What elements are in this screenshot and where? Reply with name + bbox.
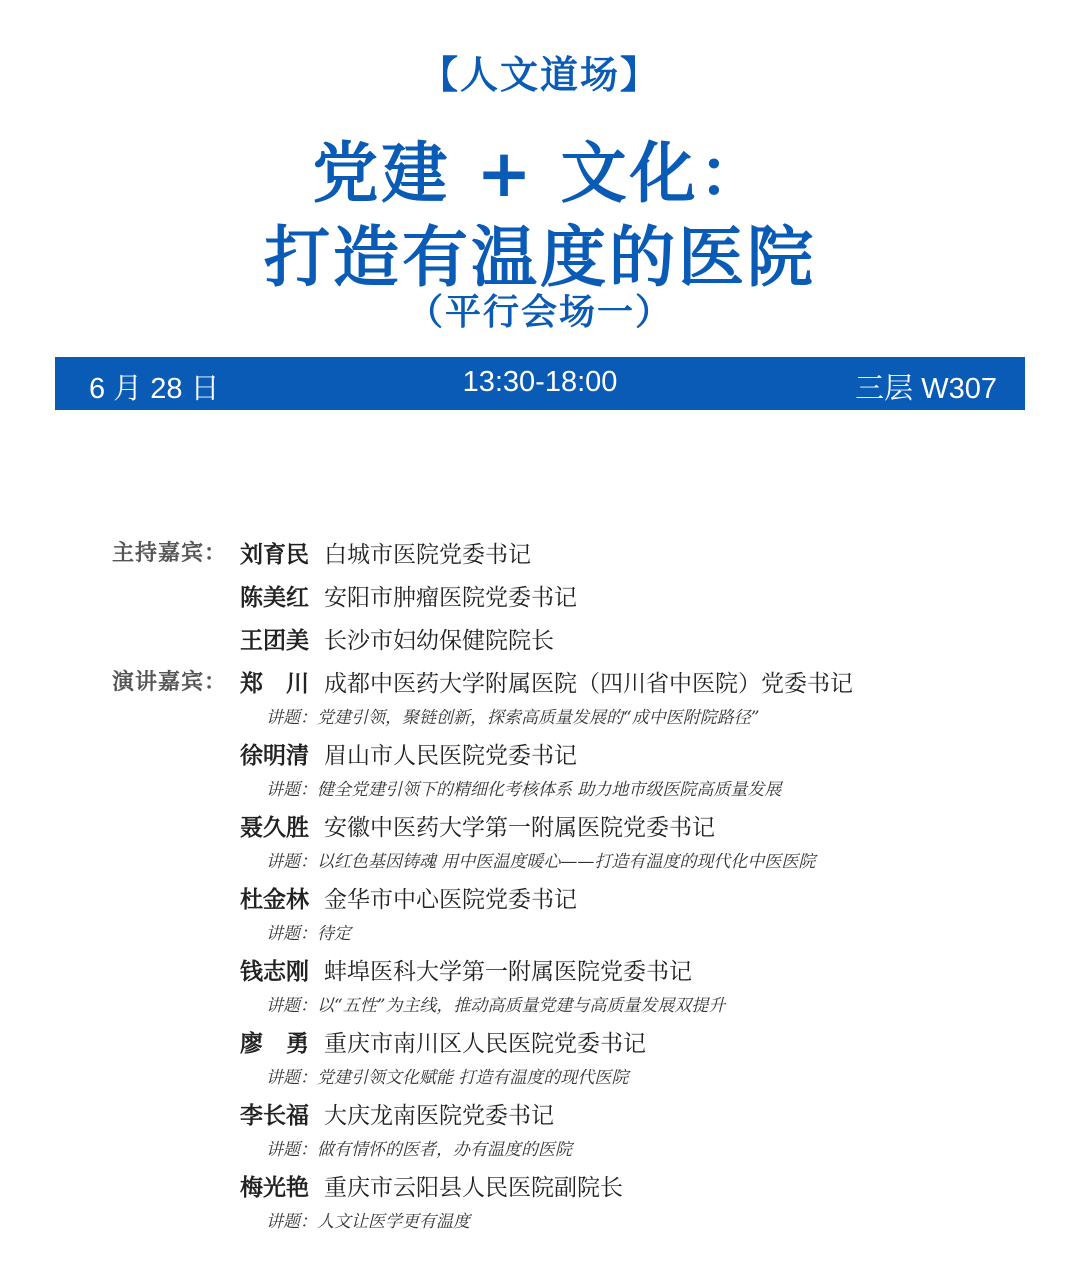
info-room: 三层 W307 xyxy=(855,373,997,405)
info-date: 6 月 28 日 xyxy=(89,373,220,405)
speaker-topic: 讲题：以红色基因铸魂 用中医温度暖心——打造有温度的现代化中医医院 xyxy=(266,852,816,872)
speaker-name: 梅光艳 xyxy=(240,1175,309,1201)
host-row xyxy=(240,579,577,612)
speaker-row xyxy=(240,809,715,842)
info-bar xyxy=(55,357,1025,410)
info-time: 13:30-18:00 xyxy=(462,366,618,398)
host-org: 安阳市肿瘤医院党委书记 xyxy=(324,585,577,611)
speaker-org: 大庆龙南医院党委书记 xyxy=(324,1103,554,1129)
speaker-name: 徐明清 xyxy=(240,743,309,769)
host-name: 刘育民 xyxy=(240,542,309,568)
speaker-row xyxy=(240,665,853,698)
speaker-row xyxy=(240,1025,646,1058)
speaker-topic: 讲题：党建引领，聚链创新，探索高质量发展的“成中医附院路径” xyxy=(266,708,760,728)
speaker-row xyxy=(240,737,577,770)
speaker-name: 钱志刚 xyxy=(240,959,309,985)
host-row xyxy=(240,536,531,569)
speaker-org: 重庆市南川区人民医院党委书记 xyxy=(324,1031,646,1057)
host-org: 长沙市妇幼保健院院长 xyxy=(324,628,554,654)
section-tag: 【人文道场】 xyxy=(419,53,660,97)
speaker-name: 杜金林 xyxy=(240,887,309,913)
speaker-topic: 讲题：党建引领文化赋能 打造有温度的现代医院 xyxy=(266,1068,629,1088)
host-name: 王团美 xyxy=(240,628,309,654)
speaker-topic: 讲题：以“五性”为主线，推动高质量党建与高质量发展双提升 xyxy=(266,996,726,1016)
page-subtitle: （平行会场一） xyxy=(406,292,673,333)
speaker-row xyxy=(240,953,692,986)
hosts-label: 主持嘉宾： xyxy=(112,541,228,566)
speakers-label: 演讲嘉宾： xyxy=(112,670,228,695)
page-title-line1: 党建 + 文化： xyxy=(312,135,768,212)
speaker-org: 眉山市人民医院党委书记 xyxy=(324,743,577,769)
speaker-org: 金华市中心医院党委书记 xyxy=(324,887,577,913)
page-title-line2: 打造有温度的医院 xyxy=(264,219,816,296)
speaker-org: 成都中医药大学附属医院（四川省中医院）党委书记 xyxy=(324,671,853,697)
speaker-row xyxy=(240,881,577,914)
host-name: 陈美红 xyxy=(240,585,309,611)
host-row xyxy=(240,622,554,655)
speaker-topic: 讲题：人文让医学更有温度 xyxy=(266,1212,470,1232)
speaker-topic: 讲题：健全党建引领下的精细化考核体系 助力地市级医院高质量发展 xyxy=(266,780,782,800)
speaker-name: 聂久胜 xyxy=(240,815,309,841)
host-org: 白城市医院党委书记 xyxy=(324,542,531,568)
speaker-row xyxy=(240,1169,623,1202)
speaker-org: 安徽中医药大学第一附属医院党委书记 xyxy=(324,815,715,841)
speaker-name: 廖 勇 xyxy=(240,1031,309,1057)
speaker-topic: 讲题：待定 xyxy=(266,924,351,944)
speaker-row xyxy=(240,1097,554,1130)
speaker-topic: 讲题：做有情怀的医者，办有温度的医院 xyxy=(266,1140,572,1160)
speaker-name: 郑 川 xyxy=(240,671,309,697)
speaker-org: 重庆市云阳县人民医院副院长 xyxy=(324,1175,623,1201)
speaker-org: 蚌埠医科大学第一附属医院党委书记 xyxy=(324,959,692,985)
speaker-name: 李长福 xyxy=(240,1103,309,1129)
